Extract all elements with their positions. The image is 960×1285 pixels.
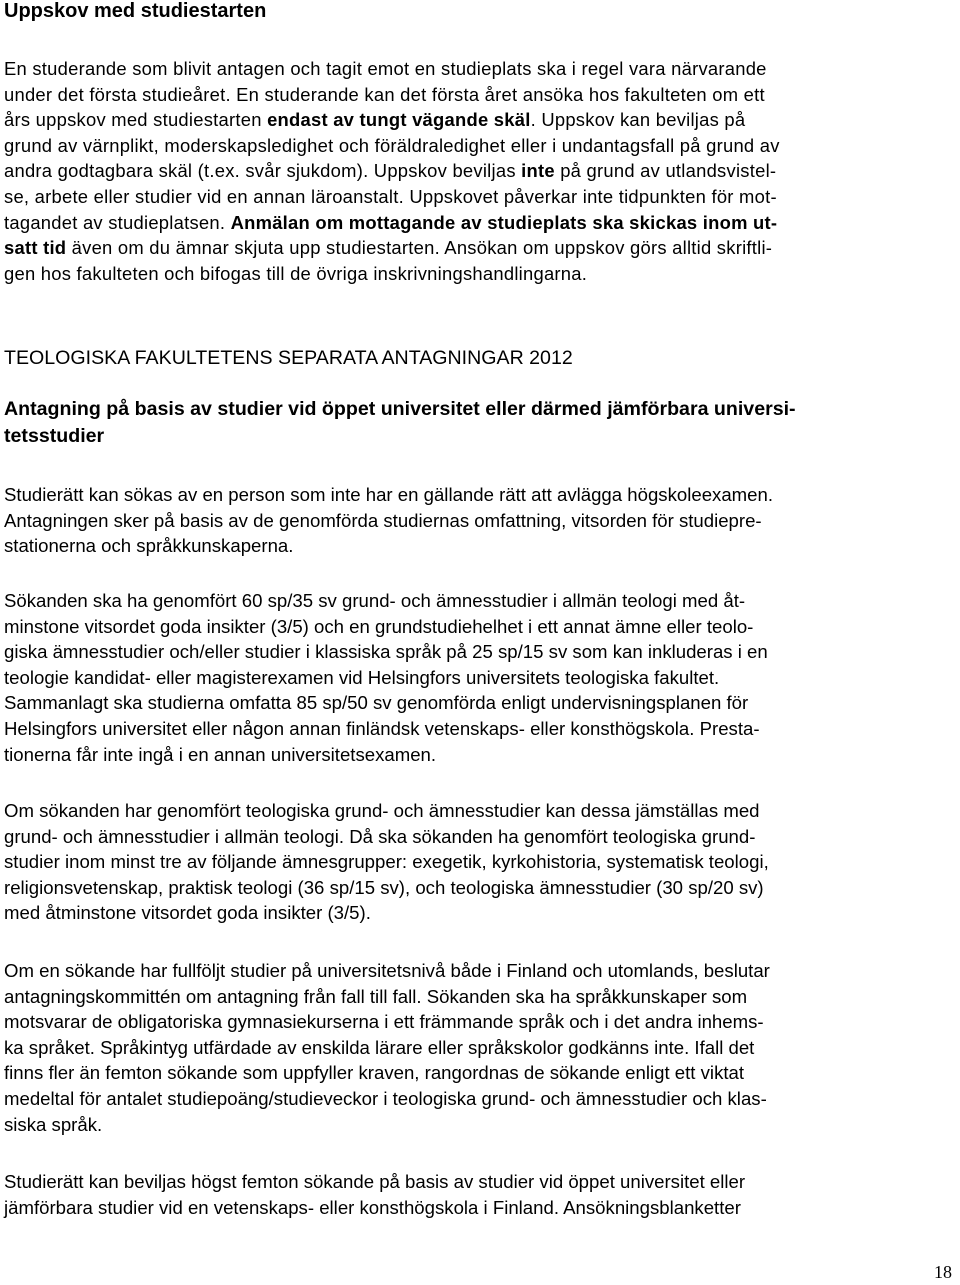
text-line: Antagning på basis av studier vid öppet universitet eller därmed jämförbara universi-: [4, 398, 796, 420]
text-line: minstone vitsordet goda insikter (3/5) och en grundstudiehelhet i ett annat ämne eller teolo-: [4, 615, 754, 637]
subheading-oppet-universitet: [4, 396, 796, 450]
text-run: tagandet av studieplatsen.: [4, 211, 231, 233]
section-title-separata-antagningar: TEOLOGISKA FAKULTETENS SEPARATA ANTAGNINGAR 2012: [4, 347, 573, 369]
text-line: Om en sökande har fullföljt studier på universitetsnivå både i Finland och utomlands, beslutar: [4, 960, 770, 981]
text-run: års uppskov med studiestarten: [4, 109, 268, 131]
text-line: grund av värnplikt, moderskapsledighet och föräldraledighet eller i undantagsfall på grund av: [4, 134, 780, 156]
text-line: teologie kandidat- eller magisterexamen vid Helsingfors universitets teologiska fakultet.: [4, 666, 720, 688]
text-line: En studerande som blivit antagen och tagit emot en studieplats ska i regel vara närvarande: [4, 58, 767, 79]
text-line: religionsvetenskap, praktisk teologi (36 sp/15 sv), och teologiska ämnesstudier (30 sp/20 sv): [4, 876, 764, 898]
text-line: [4, 235, 954, 261]
bold-run: satt tid: [4, 237, 67, 259]
paragraph-studieratt: [4, 482, 954, 559]
text-line: antagningskommittén om antagning från fall till fall. Sökanden ska ha språkkunskaper som: [4, 985, 748, 1007]
text-line: siska språk.: [4, 1113, 103, 1135]
bold-run: endast av tungt vägande skäl: [267, 109, 531, 131]
text-line: Studierätt kan beviljas högst femton sökande på basis av studier vid öppet universitet eller: [4, 1171, 746, 1192]
text-line: ka språket. Språkintyg utfärdade av enskilda lärare eller språkskolor godkänns inte. Ifall det: [4, 1036, 755, 1058]
bold-run: inte: [521, 160, 555, 182]
text-line: Studierätt kan sökas av en person som inte har en gällande rätt att avlägga högskoleexamen.: [4, 484, 774, 505]
text-line: jämförbara studier vid en vetenskaps- eller konsthögskola i Finland. Ansökningsblanketter: [4, 1196, 741, 1218]
text-line: med åtminstone vitsordet goda insikter (3/5).: [4, 902, 371, 924]
text-line: grund- och ämnesstudier i allmän teologi. Då ska sökanden ha genomfört teologiska grund-: [4, 825, 756, 847]
text-line: tionerna får inte ingå i en annan universitetsexamen.: [4, 743, 437, 765]
text-line: [4, 210, 954, 236]
text-run: andra godtagbara skäl (t.ex. svår sjukdom). Uppskov beviljas: [4, 160, 522, 182]
text-line: Helsingfors universitet eller någon annan finländsk vetenskaps- eller konsthögskola. Presta-: [4, 717, 760, 739]
text-line: gen hos fakulteten och bifogas till de övriga inskrivningshandlingarna.: [4, 262, 588, 284]
text-line: se, arbete eller studier vid en annan läroanstalt. Uppskovet påverkar inte tidpunkten för mot-: [4, 185, 777, 207]
text-line: giska ämnesstudier och/eller studier i klassiska språk på 25 sp/15 sv som kan inkluderas i en: [4, 641, 768, 663]
text-run: . Uppskov kan beviljas på: [530, 109, 746, 131]
page-number: 18: [934, 1262, 952, 1282]
text-line: finns fler än femton sökande som uppfyller kraven, rangordnas de sökande enligt ett viktat: [4, 1062, 745, 1084]
bold-run: Anmälan om mottagande av studieplats ska skickas inom ut-: [230, 211, 778, 233]
text-line: under det första studieåret. En studerande kan det första året ansöka hos fakulteten om ett: [4, 83, 765, 105]
paragraph-jamstallas: [4, 798, 954, 926]
paragraph-sprakkunskaper: [4, 958, 954, 1137]
text-line: medeltal för antalet studiepoäng/studieveckor i teologiska grund- och ämnesstudier och klas-: [4, 1087, 767, 1109]
text-line: tetsstudier: [4, 425, 105, 447]
text-line: stationerna och språkkunskaperna.: [4, 535, 294, 557]
text-line: Sammanlagt ska studierna omfatta 85 sp/50 sv genomförda enligt undervisningsplanen för: [4, 692, 749, 714]
text-line: Om sökanden har genomfört teologiska grund- och ämnesstudier kan dessa jämställas med: [4, 800, 760, 821]
text-line: Sökanden ska ha genomfört 60 sp/35 sv grund- och ämnesstudier i allmän teologi med åt-: [4, 590, 746, 611]
text-line: motsvarar de obligatoriska gymnasiekurserna i ett främmande språk och i det andra inhems-: [4, 1011, 764, 1033]
paragraph-femton-sokande: [4, 1169, 954, 1220]
section-heading-uppskov: Uppskov med studiestarten: [4, 0, 267, 22]
text-line: Antagningen sker på basis av de genomförda studiernas omfattning, vitsorden för studiepre-: [4, 509, 762, 531]
paragraph-uppskov: [4, 56, 954, 286]
text-run: även om du ämnar skjuta upp studiestarten. Ansökan om uppskov görs alltid skriftli-: [66, 237, 773, 259]
text-run: på grund av utlandsvistel-: [554, 160, 777, 182]
paragraph-krav: [4, 588, 954, 767]
text-line: [4, 158, 954, 184]
text-line: [4, 107, 954, 133]
text-line: studier inom minst tre av följande ämnesgrupper: exegetik, kyrkohistoria, systematisk teologi,: [4, 851, 769, 873]
